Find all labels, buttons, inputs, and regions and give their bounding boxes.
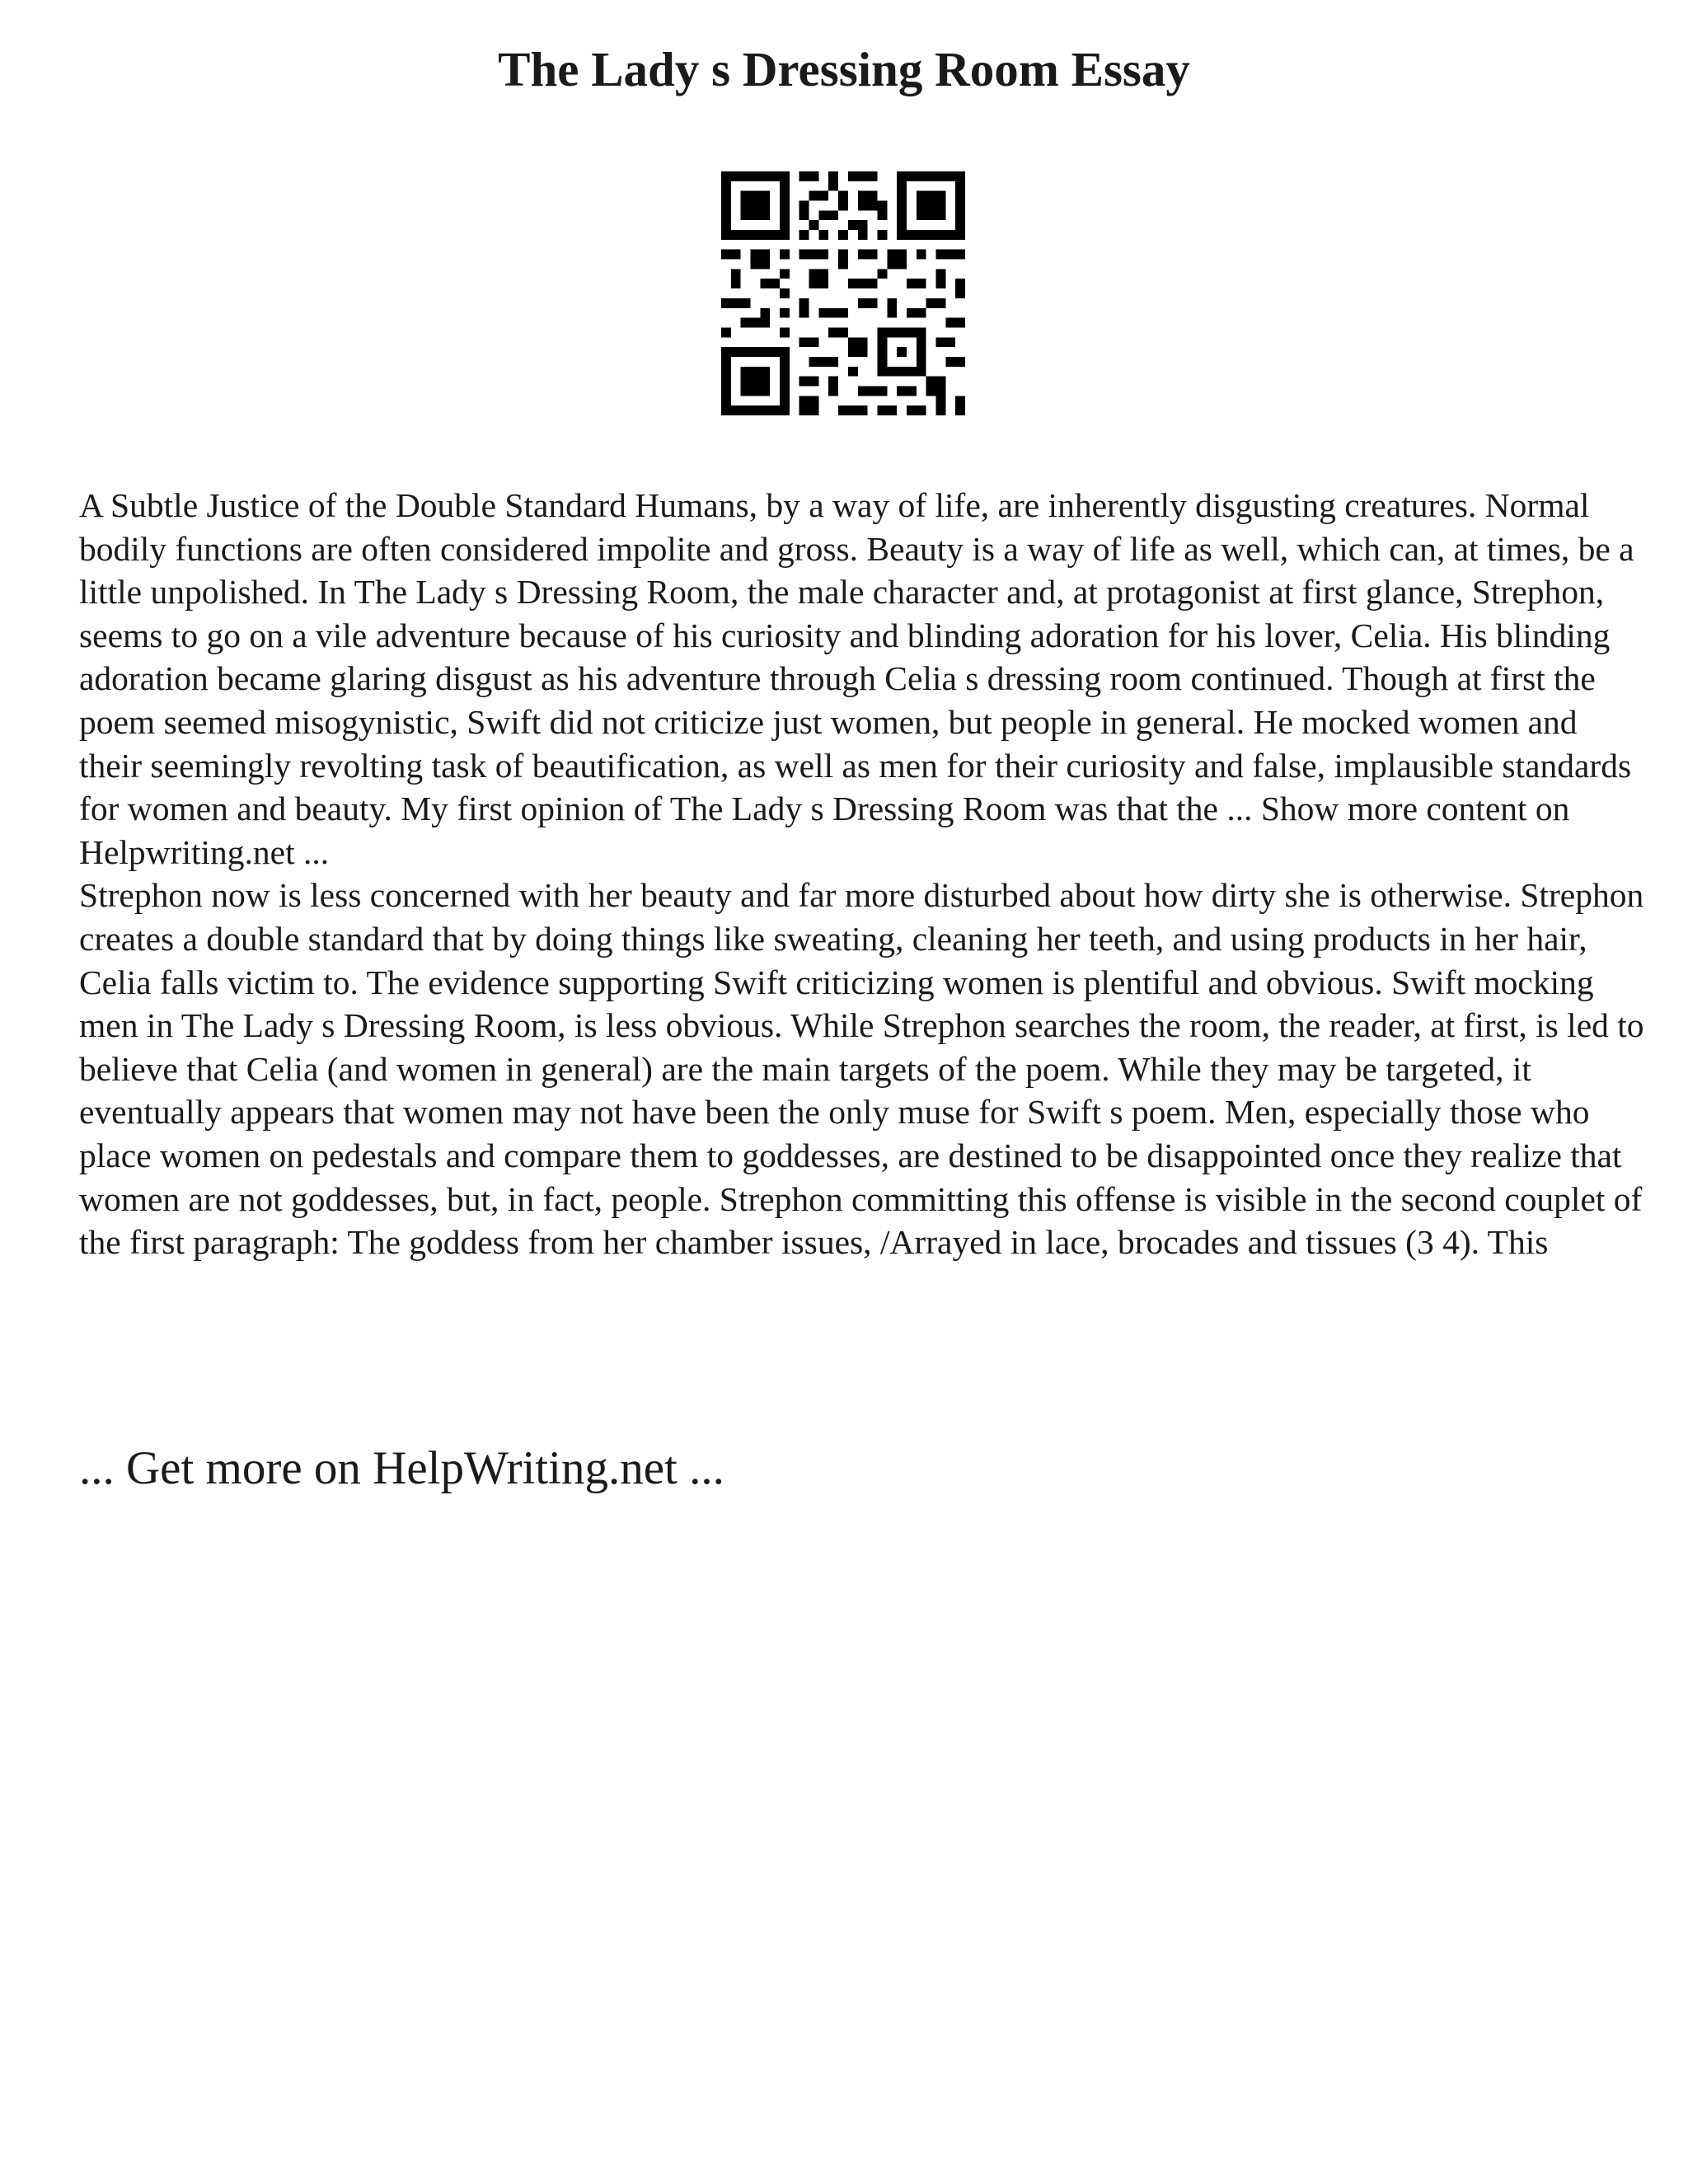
document-title: The Lady s Dressing Room Essay xyxy=(498,42,1190,96)
get-more-link[interactable]: ... Get more on HelpWriting.net ... xyxy=(79,1442,724,1494)
qr-code-icon xyxy=(721,171,965,415)
qr-code xyxy=(721,171,965,415)
essay-paragraph: A Subtle Justice of the Double Standard Humans, by a way of life, are inherently disgusting creatures. Normal bodily functions are often considered impolite and gross. Beauty is a way of life as well, which can, at times, be a little unpolished. In The Lady s Dressing Room, the male character and, at protagonist at first glance, Strephon, seems to go on a vile adventure because of his curiosity and blinding adoration for his lover, Celia. His blinding adoration became glaring disgust as his adventure through Celia s dressing room continued. Though at first the poem seemed misogynistic, Swift did not criticize just women, but people in general. He mocked women and their seemingly revolting task of beautification, as well as men for their curiosity and false, implausible standards for women and beauty. My first opinion of The Lady s Dressing Room was that the ... Show more content on Helpwriting.net ... xyxy=(79,486,1634,871)
essay-paragraph: Strephon now is less concerned with her beauty and far more disturbed about how dirty she is otherwise. Strephon creates a double standard that by doing things like sweating, cleaning her teeth, and using products in her hair, Celia falls victim to. The evidence supporting Swift criticizing women is plentiful and obvious. Swift mocking men in The Lady s Dressing Room, is less obvious. While Strephon searches the room, the reader, at first, is led to believe that Celia (and women in general) are the main targets of the poem. While they may be targeted, it eventually appears that women may not have been the only muse for Swift s poem. Men, especially those who place women on pedestals and compare them to goddesses, are destined to be disappointed once they realize that women are not goddesses, but, in fact, people. Strephon committing this offense is visible in the second couplet of the first paragraph: The goddess from her chamber issues, /Arrayed in lace, brocades and tissues (3 4). This xyxy=(79,876,1644,1262)
essay-body xyxy=(79,484,1645,1264)
